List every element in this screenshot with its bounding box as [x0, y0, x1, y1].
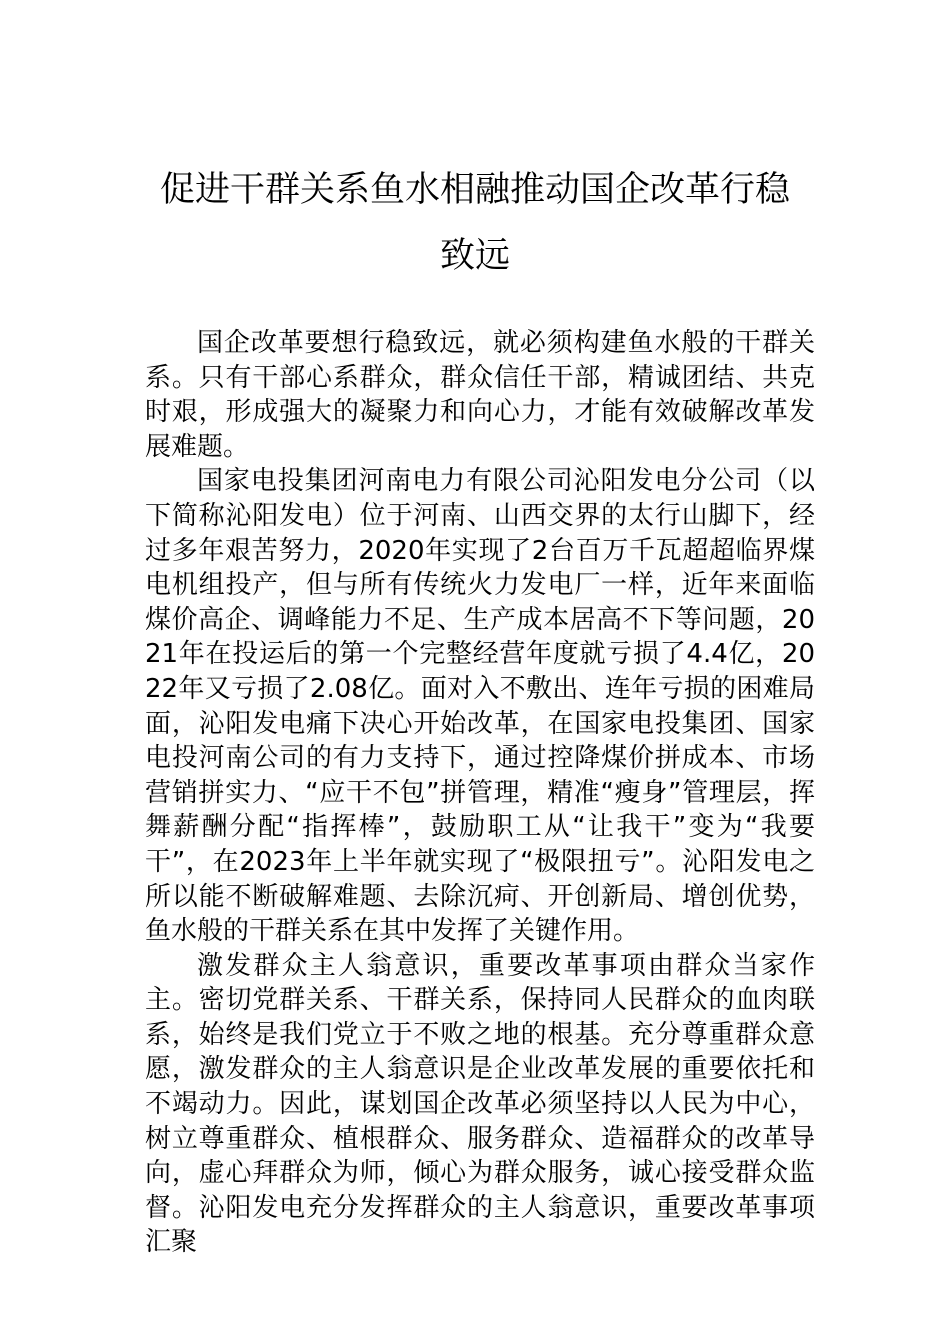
paragraph-ownership: 激发群众主人翁意识，重要改革事项由群众当家作主。密切党群关系、干群关系，保持同人民群众的血肉联系，始终是我们党立于不败之地的根基。充分尊重群众意愿，激发群众的主人翁意识是企业改革发展的重要依托和不竭动力。因此，谋划国企改革必须坚持以人民为中心，树立尊重群众、植根群众、服务群众、造福群众的改革导向，虚心拜群众为师，倾心为群众服务，诚心接受群众监督。沁阳发电充分发挥群众的主人翁意识，重要改革事项汇聚 [145, 950, 815, 1258]
paragraph-background: 国家电投集团河南电力有限公司沁阳发电分公司（以下简称沁阳发电）位于河南、山西交界的太行山脚下，经过多年艰苦努力，2020年实现了2台百万千瓦超超临界煤电机组投产，但与所有传统火力发电厂一样，近年来面临煤价高企、调峰能力不足、生产成本居高不下等问题，2021年在投运后的第一个完整经营年度就亏损了4.4亿，2022年又亏损了2.08亿。面对入不敷出、连年亏损的困难局面，沁阳发电痛下决心开始改革，在国家电投集团、国家电投河南公司的有力支持下，通过控降煤价拼成本、市场营销拼实力、“应干不包”拼管理，精准“瘦身”管理层，挥舞薪酬分配“指挥棒”，鼓励职工从“让我干”变为“我要干”，在2023年上半年就实现了“极限扭亏”。沁阳发电之所以能不断破解难题、去除沉疴、开创新局、增创优势，鱼水般的干群关系在其中发挥了关键作用。 [145, 466, 815, 947]
document-title-line-2: 致远 [439, 236, 510, 276]
document-title-line-1: 促进干群关系鱼水相融推动国企改革行稳 [159, 170, 790, 210]
document-body [145, 326, 815, 1260]
paragraph-intro: 国企改革要想行稳致远，就必须构建鱼水般的干群关系。只有干部心系群众，群众信任干部，精诚团结、共克时艰，形成强大的凝聚力和向心力，才能有效破解改革发展难题。 [145, 328, 815, 462]
